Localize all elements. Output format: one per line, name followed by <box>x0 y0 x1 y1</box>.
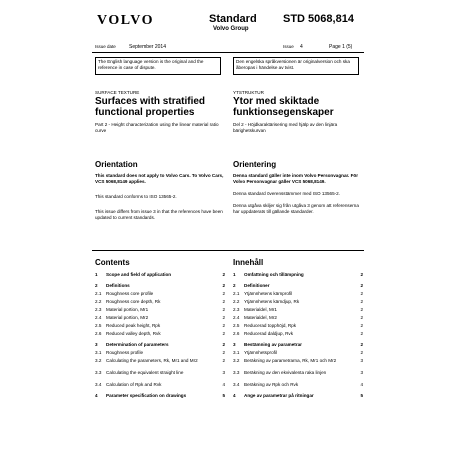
toc-page: 2 <box>222 315 225 320</box>
toc-number: 3.3 <box>233 370 240 375</box>
toc-title: Ytjämnhetsprofil <box>244 350 277 355</box>
issue-date: September 2014 <box>129 44 166 50</box>
toc-title: Roughness profile <box>106 350 144 355</box>
toc-title: Bestämning av parametrar <box>244 342 302 347</box>
english-column <box>95 90 225 134</box>
language-notice-en: The English language version is the original and the reference in case of dispute. <box>95 57 221 75</box>
swedish-column <box>233 90 363 134</box>
toc-row <box>233 323 363 331</box>
toc-page: 2 <box>360 342 363 347</box>
toc-page: 3 <box>360 370 363 375</box>
toc-page: 5 <box>360 393 363 398</box>
standard-number: STD 5068,814 <box>283 13 354 25</box>
toc-page: 3 <box>222 370 225 375</box>
subject-label: SURFACE TEXTURE <box>95 90 140 95</box>
toc-page: 2 <box>360 323 363 328</box>
toc-page: 2 <box>360 291 363 296</box>
toc-row <box>233 283 363 291</box>
orientation-heading: Orientation <box>95 160 138 169</box>
toc-row <box>233 382 363 390</box>
toc-title: Beräkning av parametrarna, Rk, Mr1 och Mr2 <box>244 358 337 363</box>
toc-row <box>95 342 225 350</box>
toc-row <box>233 299 363 307</box>
toc-page: 2 <box>222 323 225 328</box>
toc-title: Determination of parameters <box>106 342 169 347</box>
toc-row <box>233 331 363 339</box>
toc-page: 2 <box>222 350 225 355</box>
document-type: Standard <box>209 13 257 25</box>
toc-number: 2 <box>95 283 98 288</box>
toc-number: 1 <box>95 272 98 277</box>
toc-number: 2.5 <box>95 323 102 328</box>
volvo-logo: VOLVO <box>97 13 154 28</box>
document-subtitle: Part 2 - Height characterization using the linear material ratio curve <box>95 122 219 133</box>
toc-number: 3.2 <box>95 358 102 363</box>
toc-row <box>233 342 363 350</box>
toc-number: 2.5 <box>233 323 240 328</box>
toc-title: Roughness core profile <box>106 291 154 296</box>
toc-row <box>95 382 225 390</box>
header-divider <box>92 52 364 53</box>
orientation-para-2: Denna standard överensstämmer med ISO 13565-2. <box>233 191 340 196</box>
toc-title: Material portion, Mr1 <box>106 307 149 312</box>
toc-row <box>95 299 225 307</box>
toc-title: Reduced valley depth, Rvk <box>106 331 161 336</box>
toc-title: Calculation of Rpk and Rvk <box>106 382 162 387</box>
toc-number: 2.2 <box>233 299 240 304</box>
orientation-para-1: This standard does not apply to Volvo Cars. To Volvo Cars, VCS 5068,8149 applies. <box>95 173 224 184</box>
toc-row <box>95 307 225 315</box>
toc-title: Roughness core depth, Rk <box>106 299 161 304</box>
toc-row <box>233 315 363 323</box>
toc-page: 2 <box>360 307 363 312</box>
toc-page: 2 <box>360 350 363 355</box>
toc-title: Reduced peak height, Rpk <box>106 323 161 328</box>
toc-number: 3.1 <box>95 350 102 355</box>
toc-number: 3.1 <box>233 350 240 355</box>
toc-row <box>95 393 225 405</box>
toc-number: 2.4 <box>95 315 102 320</box>
toc-title: Materialdel, Mr2 <box>244 315 277 320</box>
toc-page: 4 <box>222 382 225 387</box>
toc-row <box>233 291 363 299</box>
toc-number: 2.6 <box>233 331 240 336</box>
toc-row <box>233 370 363 382</box>
toc-number: 2.1 <box>233 291 240 296</box>
document-title: Ytor med skiktade funktionsegenskaper <box>233 96 334 118</box>
toc-row <box>233 307 363 315</box>
toc-title: Calculating the parameters, Rk, Mr1 and Mr2 <box>106 358 198 363</box>
toc-number: 3.3 <box>95 370 102 375</box>
toc-page: 2 <box>360 331 363 336</box>
orientation-para-3: Denna utgåva skiljer sig från utgåva 3 genom att referenserna har uppdaterats till gällande standarder. <box>233 203 359 214</box>
toc-page: 4 <box>360 382 363 387</box>
toc-page: 2 <box>360 283 363 288</box>
issue-number: 4 <box>300 44 303 50</box>
toc-number: 2.3 <box>95 307 102 312</box>
toc-page: 2 <box>222 358 225 363</box>
toc-number: 3.4 <box>233 382 240 387</box>
company-name: Volvo Group <box>213 26 249 32</box>
toc-title: Ange av parametrar på ritningar <box>244 393 314 398</box>
toc-number: 2.6 <box>95 331 102 336</box>
toc-number: 3.4 <box>95 382 102 387</box>
toc-title: Material portion, Mr2 <box>106 315 149 320</box>
toc-page: 3 <box>360 358 363 363</box>
toc-row <box>95 350 225 358</box>
toc-list <box>233 272 363 401</box>
toc-page: 2 <box>222 299 225 304</box>
toc-page: 2 <box>222 283 225 288</box>
contents-heading: Innehåll <box>233 258 264 267</box>
toc-row <box>233 350 363 358</box>
toc-title: Beräkning av den ekvivalenta raka linjen <box>244 370 327 375</box>
toc-title: Calculating the equivalent straight line <box>106 370 184 375</box>
toc-row <box>95 331 225 339</box>
toc-row <box>95 283 225 291</box>
toc-title: Materialdel, Mr1 <box>244 307 277 312</box>
toc-number: 3.2 <box>233 358 240 363</box>
toc-row <box>233 393 363 401</box>
orientation-para-1: Denna standard gäller inte inom Volvo Personvagnar. För Volvo Personvagnar gäller VCS 5068,8149. <box>233 173 358 184</box>
english-contents <box>95 258 225 405</box>
toc-row <box>95 358 225 370</box>
toc-number: 4 <box>95 393 98 398</box>
swedish-contents <box>233 258 363 401</box>
contents-divider <box>92 250 364 251</box>
toc-number: 2.3 <box>233 307 240 312</box>
toc-title: Reducerad daldjup, Rvk <box>244 331 294 336</box>
toc-page: 5 <box>222 393 225 398</box>
toc-number: 1 <box>233 272 236 277</box>
toc-title: Beräkning av Rpk och Rvk <box>244 382 299 387</box>
toc-number: 2.2 <box>95 299 102 304</box>
issue-label: Issue <box>283 44 294 49</box>
toc-number: 2 <box>233 283 236 288</box>
toc-page: 2 <box>360 315 363 320</box>
toc-title: Definitions <box>106 283 130 288</box>
orientation-para-3: This issue differs from issue 3 in that the references have been updated to current standards. <box>95 209 223 220</box>
toc-page: 2 <box>222 307 225 312</box>
toc-page: 2 <box>222 272 225 277</box>
orientation-para-2: This standard conforms to ISO 13565-2. <box>95 194 177 199</box>
toc-page: 2 <box>222 291 225 296</box>
toc-row <box>233 358 363 370</box>
toc-title: Omfattning och tillämpning <box>244 272 304 277</box>
document-subtitle: Del 2 - Höjdkaraktärisering med hjälp av den linjära bärighetskurvan <box>233 122 338 133</box>
toc-row <box>95 323 225 331</box>
contents-heading: Contents <box>95 258 130 267</box>
toc-row <box>95 370 225 382</box>
toc-row <box>95 272 225 280</box>
page-number: Page 1 (5) <box>329 44 353 50</box>
toc-list <box>95 272 225 405</box>
toc-number: 2.4 <box>233 315 240 320</box>
language-notice-sv: Den engelska språkversionen är originalversion och ska åberopas i händelse av tvist. <box>233 57 359 75</box>
swedish-orientation <box>233 160 363 215</box>
toc-row <box>95 315 225 323</box>
toc-page: 2 <box>222 331 225 336</box>
toc-title: Definitioner <box>244 283 270 288</box>
toc-page: 2 <box>360 299 363 304</box>
toc-number: 4 <box>233 393 236 398</box>
toc-row <box>95 291 225 299</box>
orientation-heading: Orientering <box>233 160 277 169</box>
toc-page: 2 <box>222 342 225 347</box>
english-orientation <box>95 160 225 221</box>
toc-title: Reducerad topphöjd, Rpk <box>244 323 297 328</box>
toc-title: Parameter specification on drawings <box>106 393 187 398</box>
toc-number: 3 <box>95 342 98 347</box>
toc-title: Scope and field of application <box>106 272 172 277</box>
toc-title: Ytjämnhetens kärnprofil <box>244 291 293 296</box>
document-title: Surfaces with stratified functional properties <box>95 96 206 118</box>
toc-title: Ytjämnhetens kärndjup, Rk <box>244 299 300 304</box>
toc-page: 2 <box>360 272 363 277</box>
toc-number: 2.1 <box>95 291 102 296</box>
toc-number: 3 <box>233 342 236 347</box>
toc-row <box>233 272 363 280</box>
subject-label: YTSTRUKTUR <box>233 90 264 95</box>
issue-date-label: Issue date <box>95 44 116 49</box>
